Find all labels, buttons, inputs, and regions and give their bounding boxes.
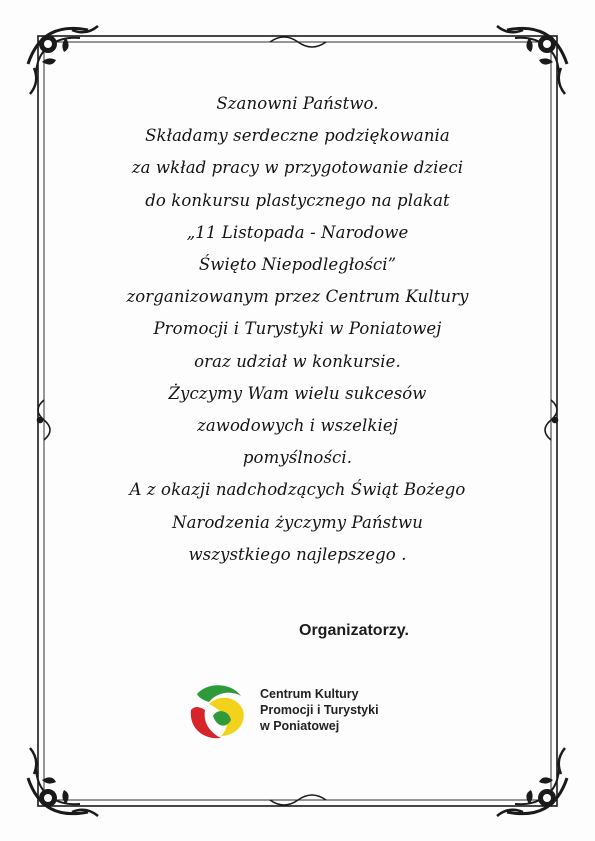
- letter-line: Składamy serdeczne podziękowania: [145, 126, 450, 146]
- letter-line: wszystkiego najlepszego .: [188, 544, 407, 564]
- organizer-logo-text: [260, 686, 379, 734]
- letter-line: do konkursu plastycznego na plakat: [145, 190, 450, 210]
- letter-line: za wkład pracy w przygotowanie dzieci: [131, 158, 464, 178]
- letter-line: Życzymy Wam wielu sukcesów: [168, 383, 427, 403]
- logo-text-line: Promocji i Turystyki: [260, 703, 379, 717]
- letter-line: Narodzenia życzymy Państwu: [172, 512, 423, 532]
- letter-line: Promocji i Turystyki w Poniatowej: [153, 319, 442, 339]
- letter-body: [60, 88, 535, 571]
- letter-line: zawodowych i wszelkiej: [197, 416, 398, 436]
- logo-text-line: Centrum Kultury: [260, 687, 359, 701]
- logo-petal-red: [191, 707, 221, 738]
- signature-organizers: Organizatorzy.: [299, 622, 409, 639]
- organizer-logo-icon: [187, 680, 249, 742]
- letter-line: „11 Listopada - Narodowe: [186, 222, 409, 242]
- letter-line: zorganizowanym przez Centrum Kultury: [126, 287, 469, 307]
- logo-text-line: w Poniatowej: [260, 719, 340, 733]
- letter-line: A z okazji nadchodzących Świąt Bożego: [129, 480, 466, 500]
- letter-line: oraz udział w konkursie.: [194, 351, 401, 371]
- letter-line: Szanowni Państwo.: [216, 94, 379, 113]
- letter-line: pomyślności.: [242, 448, 353, 468]
- letter-line: Święto Niepodległości”: [198, 255, 397, 275]
